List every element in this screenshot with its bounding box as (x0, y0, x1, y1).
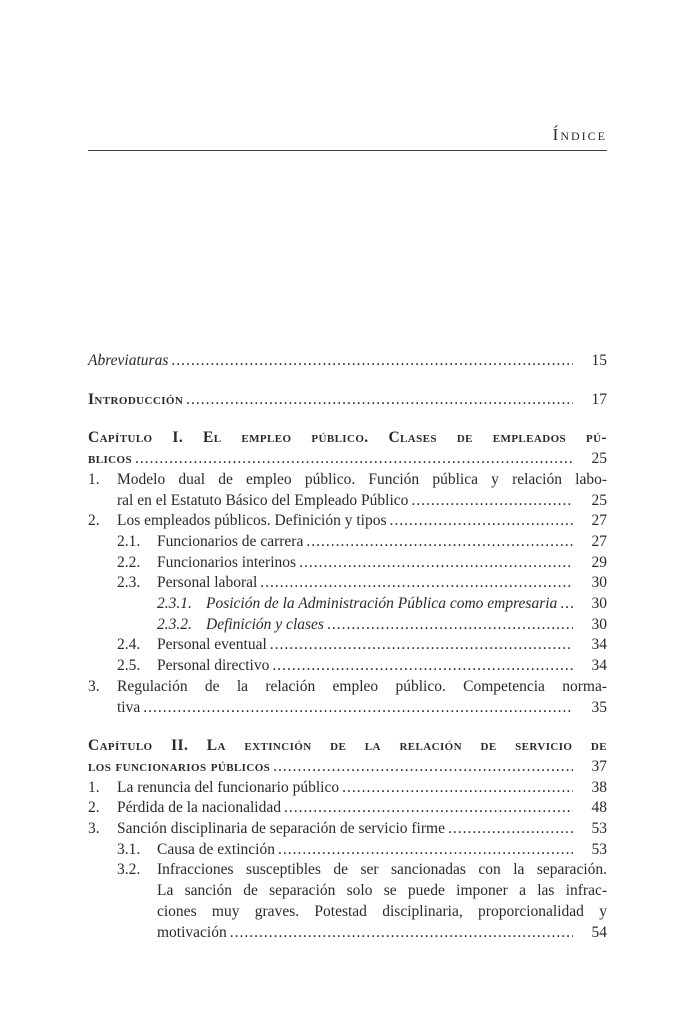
entry-line: La sanción de separación solo se puede imponer a las infrac- (157, 882, 607, 900)
toc-entry (88, 573, 607, 594)
dot-leader (327, 615, 573, 636)
toc-entry (88, 677, 607, 718)
entry-label: Funcionarios interinos (157, 553, 297, 571)
page-number: 37 (591, 757, 607, 775)
dot-leader (560, 594, 573, 615)
toc-entry (88, 428, 607, 469)
page-number: 53 (591, 820, 607, 838)
entry-number: 2. (88, 512, 100, 530)
page-number: 30 (591, 574, 607, 592)
dot-leader (299, 553, 573, 574)
toc-entry (88, 532, 607, 553)
entry-line: Capítulo I. El empleo público. Clases de empleados pú- (88, 429, 607, 447)
page-number: 54 (591, 923, 607, 941)
entry-label: Personal laboral (157, 574, 258, 592)
entry-label: Personal eventual (157, 636, 267, 654)
toc-entry (88, 798, 607, 819)
entry-label: Posición de la Administración Pública como empresaria (206, 595, 558, 613)
entry-label: Abreviaturas (88, 352, 169, 369)
entry-number: 2.5. (117, 657, 141, 675)
dot-leader (411, 491, 573, 512)
entry-label: ral en el Estatuto Básico del Empleado Público (117, 491, 409, 509)
entry-label: Sanción disciplinaria de separación de servicio firme (117, 820, 445, 838)
dot-leader (171, 351, 573, 372)
dot-leader (186, 390, 573, 411)
page-number: 35 (591, 698, 607, 716)
entry-number: 3. (88, 677, 100, 695)
page-number: 34 (591, 636, 607, 654)
dot-leader (135, 449, 573, 470)
page-number: 27 (591, 512, 607, 530)
dot-leader (306, 532, 573, 553)
entry-number: 2.3.1. (157, 595, 192, 613)
page-number: 48 (591, 799, 607, 817)
entry-number: 3. (88, 820, 100, 838)
page-number: 29 (591, 553, 607, 571)
entry-label: La renuncia del funcionario público (117, 778, 340, 796)
toc-entry (88, 860, 607, 943)
page-number: 53 (591, 840, 607, 858)
entry-label: Pérdida de la nacionalidad (117, 799, 281, 817)
dot-leader (230, 923, 573, 944)
entry-label: Introducción (88, 390, 184, 408)
entry-label: Funcionarios de carrera (157, 532, 304, 550)
dot-leader (260, 573, 573, 594)
entry-number: 2. (88, 799, 100, 817)
toc-entry (88, 351, 607, 372)
toc-entry (88, 594, 607, 615)
toc-entry (88, 656, 607, 677)
dot-leader (278, 840, 573, 861)
page-number: 30 (591, 595, 607, 613)
page-number: 15 (591, 352, 607, 369)
dot-leader (143, 698, 573, 719)
page-number: 30 (591, 615, 607, 633)
entry-line: Modelo dual de empleo público. Función pública y relación labo- (117, 470, 607, 488)
running-header (88, 124, 607, 151)
entry-label: Personal directivo (157, 657, 270, 675)
entry-label: tiva (117, 698, 141, 716)
entry-label: los funcionarios públicos (88, 757, 271, 775)
dot-leader (342, 778, 573, 799)
table-of-contents (88, 351, 607, 943)
page-number: 25 (591, 491, 607, 509)
entry-label: motivación (157, 923, 227, 941)
page-number: 34 (591, 657, 607, 675)
entry-label: Causa de extinción (157, 840, 275, 858)
dot-leader (448, 819, 573, 840)
dot-leader (390, 511, 574, 532)
entry-number: 2.1. (117, 532, 141, 550)
toc-entry (88, 819, 607, 840)
entry-line: Capítulo II. La extinción de la relación de servicio de (88, 737, 607, 755)
entry-number: 2.4. (117, 636, 141, 654)
toc-entry (88, 470, 607, 511)
entry-number: 3.1. (117, 840, 141, 858)
entry-number: 2.3.2. (157, 615, 192, 633)
page-number: 27 (591, 532, 607, 550)
toc-entry (88, 553, 607, 574)
entry-number: 2.3. (117, 574, 141, 592)
entry-number: 2.2. (117, 553, 141, 571)
entry-line: Infracciones susceptibles de ser sancionadas con la separación. (157, 861, 607, 879)
page-number: 25 (591, 450, 607, 468)
page-number: 38 (591, 778, 607, 796)
dot-leader (272, 656, 573, 677)
toc-entry (88, 736, 607, 777)
toc-entry (88, 840, 607, 861)
dot-leader (270, 635, 573, 656)
entry-number: 1. (88, 470, 100, 488)
toc-entry (88, 390, 607, 411)
toc-entry (88, 615, 607, 636)
page-number: 17 (591, 390, 607, 408)
page-title: Índice (552, 125, 607, 144)
entry-label: Los empleados públicos. Definición y tipos (117, 512, 387, 530)
dot-leader (284, 798, 573, 819)
toc-entry (88, 635, 607, 656)
entry-line: Regulación de la relación empleo público. Competencia norma- (117, 677, 607, 695)
dot-leader (273, 757, 573, 778)
entry-number: 3.2. (117, 861, 141, 879)
toc-entry (88, 778, 607, 799)
entry-number: 1. (88, 778, 100, 796)
entry-line: ciones muy graves. Potestad disciplinaria, proporcionalidad y (157, 902, 607, 920)
toc-entry (88, 511, 607, 532)
entry-label: Definición y clases (206, 615, 324, 633)
entry-label: blicos (88, 450, 132, 468)
